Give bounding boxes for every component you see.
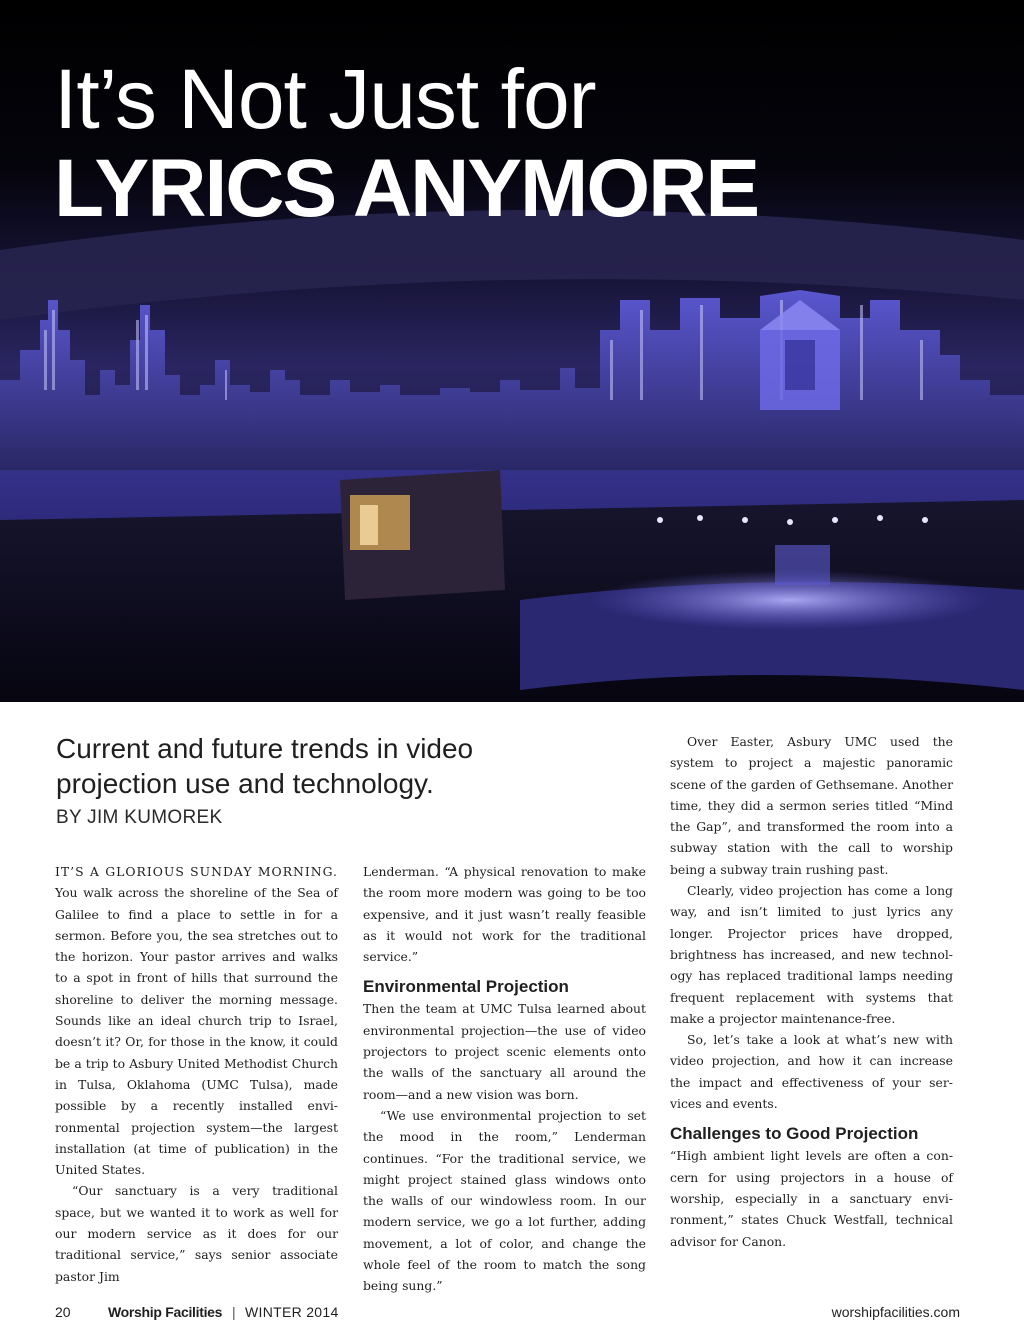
page-footer	[55, 1304, 960, 1324]
paragraph-text: You walk across the shoreline of the Sea of Galilee to find a place to settle in for a sermon. Before you, the sea stretches out to the horizon. Your pastor arrives and walks to a spot in front of hills that surround the shoreline to deliver the morning message. Sounds like an ideal church trip to Israel, doesn’t it? Or, for those in the know, it could be a trip to Asbury United Methodist Church in Tulsa, Oklahoma (UMC Tulsa), made possible by a recently installed envi-ronmental projection system—the largest installation (at time of publication) in the United States.	[55, 885, 338, 1178]
article-column-3	[670, 731, 953, 1252]
article-deck	[56, 731, 616, 829]
headline	[54, 54, 758, 234]
stairwell	[340, 470, 505, 600]
paragraph: So, let’s take a look at what’s new with video projection, and how it can increase the impact and effectiveness of your ser-vices and events.	[670, 1032, 953, 1112]
paragraph: Lenderman. “A physical renovation to make the room more modern was going to be too expensive, and it just wasn’t really feasible as it would not work for the traditional service.”	[363, 864, 646, 965]
paragraph: “Our sanctuary is a very traditional space, but we wanted it to work as well for our modern service as it does for our traditional service,” says senior associate pastor Jim	[55, 1183, 338, 1284]
paragraph: “High ambient light levels are often a con-cern for using projectors in a house of worship, especially in a sanctuary envi-ronment,” states Chuck Westfall, technical advisor for Canon.	[670, 1148, 953, 1249]
website-link[interactable]: worshipfacilities.com	[831, 1304, 960, 1320]
section-heading: Environmental Projection	[363, 977, 569, 997]
paragraph: Clearly, video projection has come a long way, and isn’t limited to just lyrics any longer. Projector prices have dropped, brightness has increased, and new technol-ogy has replaced traditional lamps needing frequent replacement with systems that make a projector maintenance-free.	[670, 883, 953, 1026]
article-column-1	[55, 861, 338, 1287]
subheadline-line-2: projection use and technology.	[56, 768, 434, 799]
paragraph: Over Easter, Asbury UMC used the system to project a majestic panoramic scene of the garden of Gethsemane. Another time, they did a sermon series titled “Mind the Gap”, and transformed the room into a subway station with the call to worship being a subway train rushing past.	[670, 734, 953, 877]
publication-name: Worship Facilities	[108, 1304, 223, 1320]
paragraph	[55, 861, 338, 1180]
section-heading: Challenges to Good Projection	[670, 1124, 919, 1144]
subheadline	[56, 731, 616, 801]
paragraph: Then the team at UMC Tulsa learned about environmental projection—the use of video projectors to project scenic elements onto the walls of the sanctuary all around the room—and a new vision was born.	[363, 1001, 646, 1102]
city-skyline	[0, 290, 1024, 520]
page-number: 20	[55, 1304, 71, 1320]
subheadline-line-1: Current and future trends in video	[56, 733, 474, 764]
footer-separator: |	[232, 1304, 236, 1320]
headline-line-2: LYRICS ANYMORE	[54, 143, 759, 234]
headline-line-1: It’s Not Just for	[54, 52, 596, 146]
issue-date: WINTER 2014	[245, 1304, 339, 1320]
paragraph: “We use environmental projection to set the mood in the room,” Lenderman continues. “For the traditional service, we might project stained glass windows onto the walls of our windowless room. In our modern service, we go a lot further, adding movement, a lot of color, and change the whole feel of the room to match the song being sung.”	[363, 1107, 646, 1294]
byline: BY JIM KUMOREK	[56, 807, 223, 828]
article-column-2	[363, 861, 646, 1297]
lead-in: IT’S A GLORIOUS SUNDAY MORNING.	[55, 864, 338, 879]
